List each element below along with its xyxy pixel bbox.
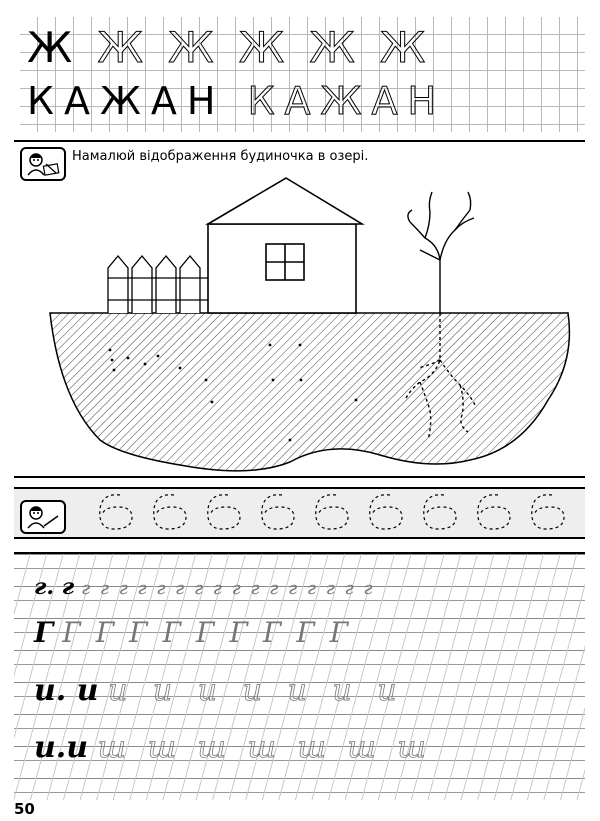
fence [108,256,208,313]
trace-letter: Ж [97,23,149,72]
row-sample: Г [34,616,54,649]
trace-shape-group [100,495,564,529]
trace-shape [262,495,294,529]
solid-word: КАЖАН [27,79,226,123]
copybook-row-2 [34,616,351,649]
row-trace: ш ш ш ш ш ш ш [97,730,432,765]
row-trace: г г г г г г г г г г г г г г г г [81,578,375,599]
house [208,178,362,313]
copybook-row-3 [34,673,405,708]
trace-shape [532,495,564,529]
trace-shape [316,495,348,529]
trace-letter: Ж [168,23,220,72]
copybook-row-1 [34,574,374,600]
trace-letter: Ж [309,23,361,72]
trace-shapes [80,489,580,537]
trace-letter: Ж [238,23,291,72]
row-trace: и и и и и и и [108,673,405,708]
lake-shape [50,313,569,471]
copybook-row-4 [34,730,432,765]
trace-word: КАЖАН [247,79,447,123]
page-number: 50 [14,800,35,818]
trace-shape [100,495,132,529]
row-sample: г. г [34,574,75,600]
solid-letter: Ж [27,23,79,72]
trace-shape [424,495,456,529]
tree [408,192,474,313]
trace-shape [478,495,510,529]
trace-shape [208,495,240,529]
trace-shape [154,495,186,529]
row-sample: и. и [34,673,99,708]
child-writing-icon [20,500,66,534]
row-sample: и.и [34,730,89,765]
trace-letter: Ж [380,23,432,72]
trace-shape [370,495,402,529]
row-trace: Г Г Г Г Г Г Г Г Г [62,616,352,649]
task-instruction: Намалюй відображення будиночка в озері. [72,149,369,164]
